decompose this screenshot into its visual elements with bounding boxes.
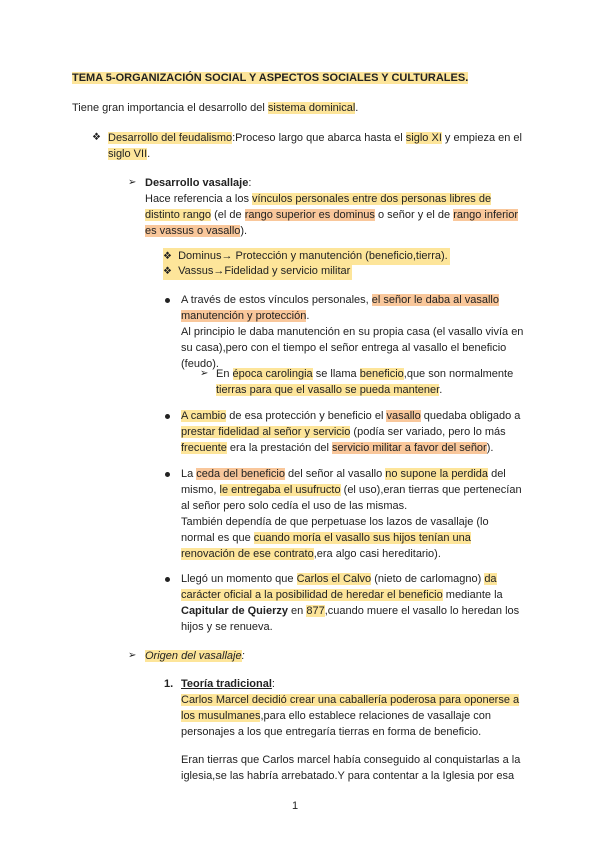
b1-line-3: Al principio le daba manutención en su propia casa (el vasallo vivía en bbox=[181, 326, 524, 338]
b1-sub-line-2 bbox=[216, 382, 442, 398]
b1-end: . bbox=[306, 310, 310, 322]
vasallaje-line-2 bbox=[145, 207, 518, 223]
b1-line-2 bbox=[181, 308, 309, 324]
intro-highlight: sistema dominical bbox=[267, 102, 356, 114]
diamond-bullet-icon: ❖ bbox=[163, 266, 172, 277]
b3-line-3: al señor pero solo cedía el uso de las mismas. bbox=[181, 500, 408, 512]
b2-line-2 bbox=[181, 424, 506, 440]
b3-usufructo: le entregaba el usufructo bbox=[219, 484, 341, 496]
page-title bbox=[72, 70, 468, 86]
arrow-bullet-icon: ➢ bbox=[128, 177, 137, 188]
teoria-line-1 bbox=[181, 692, 519, 708]
origen-colon: : bbox=[241, 650, 245, 662]
teoria-text: ,para ello establece relaciones de vasallaje con bbox=[260, 710, 492, 722]
b3-text-6: normal es que bbox=[181, 532, 254, 544]
b4-text-3: mediante la bbox=[442, 589, 503, 601]
intro-line bbox=[72, 100, 358, 116]
teoria-colon: : bbox=[271, 678, 275, 690]
b1-sub-text: En bbox=[216, 368, 233, 380]
b2-line-3 bbox=[181, 440, 493, 456]
vasallaje-rango-superior: rango superior es dominus bbox=[244, 209, 375, 221]
b2-a-cambio: A cambio bbox=[181, 410, 227, 422]
b1-highlight: el señor le daba al vasallo bbox=[371, 294, 499, 306]
b4-capitular: Capitular de Quierzy bbox=[181, 605, 288, 617]
b3-text-3: del bbox=[488, 468, 506, 480]
vasallaje-text-2: (el de bbox=[211, 209, 245, 221]
b3-no-supone: no supone la perdida bbox=[385, 468, 489, 480]
feudalismo-siglo-xi: siglo XI bbox=[405, 132, 442, 144]
vasallaje-vassus: es vassus o vasallo bbox=[145, 225, 241, 237]
b4-carlos-calvo: Carlos el Calvo bbox=[296, 573, 372, 585]
b4-line-4: hijos y se renueva. bbox=[181, 621, 273, 633]
vasallaje-colon: : bbox=[248, 177, 252, 189]
b3-line-2 bbox=[181, 482, 522, 498]
b4-line-3 bbox=[181, 603, 519, 619]
b4-text-5: ,cuando muere el vasallo lo heredan los bbox=[324, 605, 520, 617]
feudalismo-end: . bbox=[147, 148, 151, 160]
bullet-dot-icon bbox=[165, 577, 170, 582]
b1-sub-text-2: se llama bbox=[312, 368, 360, 380]
feudalismo-siglo-vii: siglo VII bbox=[108, 148, 148, 160]
feudalismo-line-1 bbox=[108, 130, 522, 146]
teoria-line-4: Eran tierras que Carlos marcel había conseguido al conquistarlas a la bbox=[181, 754, 521, 766]
teoria-line-2 bbox=[181, 708, 491, 724]
teoria-highlight: Carlos Marcel decidió crear una caballería poderosa para oponerse a bbox=[181, 694, 520, 706]
b3-line-6 bbox=[181, 546, 441, 562]
teoria-line-5: iglesia,se las habría arrebatado.Y para contentar a la Iglesia por esa bbox=[181, 770, 515, 782]
b3-ceda: ceda del beneficio bbox=[196, 468, 285, 480]
vasallaje-distinto-rango: distinto rango bbox=[145, 209, 212, 221]
origen-label: Origen del vasallaje bbox=[145, 650, 242, 662]
b3-text-5: (el uso),eran tierras que pertenecían bbox=[340, 484, 522, 496]
arrow-bullet-icon: ➢ bbox=[128, 650, 137, 661]
b1-manutencion: manutención y protección bbox=[181, 310, 307, 322]
b1-text: A través de estos vínculos personales, bbox=[181, 294, 372, 306]
vasallaje-highlight: vínculos personales entre dos personas libres de bbox=[252, 193, 492, 205]
b3-cuando-moria: cuando moría el vasallo sus hijos tenían una bbox=[253, 532, 471, 544]
b3-text-2: del señor al vasallo bbox=[284, 468, 386, 480]
bullet-dot-icon bbox=[165, 298, 170, 303]
b2-fidelidad: prestar fidelidad al señor y servicio bbox=[181, 426, 351, 438]
vasallaje-rango-inferior: rango inferior bbox=[453, 209, 519, 221]
vasallaje-text: Hace referencia a los bbox=[145, 193, 252, 205]
page-number: 1 bbox=[292, 800, 299, 812]
b2-end: ). bbox=[486, 442, 494, 454]
b2-servicio-militar: servicio militar a favor del señor bbox=[332, 442, 487, 454]
vassus-item bbox=[163, 263, 352, 280]
feudalismo-label: Desarrollo del feudalismo bbox=[108, 132, 233, 144]
vassus-text: Vassus→Fidelidad y servicio militar bbox=[178, 265, 351, 277]
b1-tierras: tierras para que el vasallo se pueda mantener bbox=[216, 384, 440, 396]
b4-line-1 bbox=[181, 571, 497, 587]
origen-heading bbox=[145, 648, 245, 664]
b3-end: ,era algo casi hereditario). bbox=[313, 548, 441, 560]
diamond-bullet-icon: ❖ bbox=[163, 251, 172, 262]
b4-line-2 bbox=[181, 587, 503, 603]
b2-text-3: (podía ser variado, pero lo más bbox=[350, 426, 506, 438]
b3-text: La bbox=[181, 468, 197, 480]
b2-frecuente: frecuente bbox=[181, 442, 227, 454]
teoria-number: 1. bbox=[164, 678, 174, 690]
b4-text-4: en bbox=[287, 605, 307, 617]
b2-text: de esa protección y beneficio el bbox=[226, 410, 387, 422]
b1-sub-text-3: ,que son normalmente bbox=[403, 368, 514, 380]
vasallaje-line-3 bbox=[145, 223, 247, 239]
intro-text: Tiene gran importancia el desarrollo del bbox=[72, 102, 268, 114]
b1-line-4: su casa),pero con el tiempo el señor entrega al vasallo el beneficio bbox=[181, 342, 507, 354]
diamond-bullet-icon: ❖ bbox=[92, 132, 101, 143]
arrow-bullet-icon: ➢ bbox=[200, 368, 209, 379]
teoria-musulmanes: los musulmanes bbox=[181, 710, 261, 722]
b3-line-4: También dependía de que perpetuase los lazos de vasallaje (lo bbox=[181, 516, 489, 528]
b2-line-1 bbox=[181, 408, 520, 424]
b2-text-2: quedaba obligado a bbox=[420, 410, 521, 422]
bullet-dot-icon bbox=[165, 472, 170, 477]
vasallaje-end: ). bbox=[240, 225, 248, 237]
b1-sub-end: . bbox=[439, 384, 443, 396]
teoria-line-3: personajes a los que entregaría tierras en forma de beneficio. bbox=[181, 726, 482, 738]
b1-beneficio: beneficio bbox=[359, 368, 404, 380]
b3-line-1 bbox=[181, 466, 506, 482]
teoria-heading-text: Teoría tradicional bbox=[181, 678, 272, 690]
b1-line-1 bbox=[181, 292, 499, 308]
b4-text-2: (nieto de carlomagno) bbox=[371, 573, 485, 585]
dominus-text: Dominus→ Protección y manutención (beneficio,tierra). bbox=[178, 250, 448, 262]
b1-line-5: (feudo). bbox=[181, 358, 219, 370]
b4-da: da bbox=[484, 573, 497, 585]
b1-sub-line-1 bbox=[216, 366, 513, 382]
bullet-dot-icon bbox=[165, 414, 170, 419]
b4-text: Llegó un momento que bbox=[181, 573, 297, 585]
vasallaje-heading bbox=[145, 175, 251, 191]
b2-text-4: era la prestación del bbox=[226, 442, 333, 454]
b3-renovacion: renovación de ese contrato bbox=[181, 548, 314, 560]
teoria-heading bbox=[181, 676, 275, 692]
b3-text-4: mismo, bbox=[181, 484, 220, 496]
vasallaje-line-1 bbox=[145, 191, 491, 207]
b3-line-5 bbox=[181, 530, 471, 546]
feudalismo-text: :Proceso largo que abarca hasta el bbox=[232, 132, 406, 144]
title-text: TEMA 5-ORGANIZACIÓN SOCIAL Y ASPECTOS SOCIALES Y CULTURALES. bbox=[72, 72, 469, 84]
vasallaje-heading-text: Desarrollo vasallaje bbox=[145, 177, 249, 189]
feudalismo-text-2: y empieza en el bbox=[441, 132, 522, 144]
feudalismo-line-2 bbox=[108, 146, 150, 162]
b4-caracter-oficial: carácter oficial a la posibilidad de heredar el beneficio bbox=[181, 589, 443, 601]
b2-vasallo: vasallo bbox=[386, 410, 421, 422]
b4-year: 877 bbox=[306, 605, 325, 617]
intro-end: . bbox=[355, 102, 359, 114]
b1-epoca: época carolingia bbox=[232, 368, 313, 380]
vasallaje-text-3: o señor y el de bbox=[374, 209, 454, 221]
